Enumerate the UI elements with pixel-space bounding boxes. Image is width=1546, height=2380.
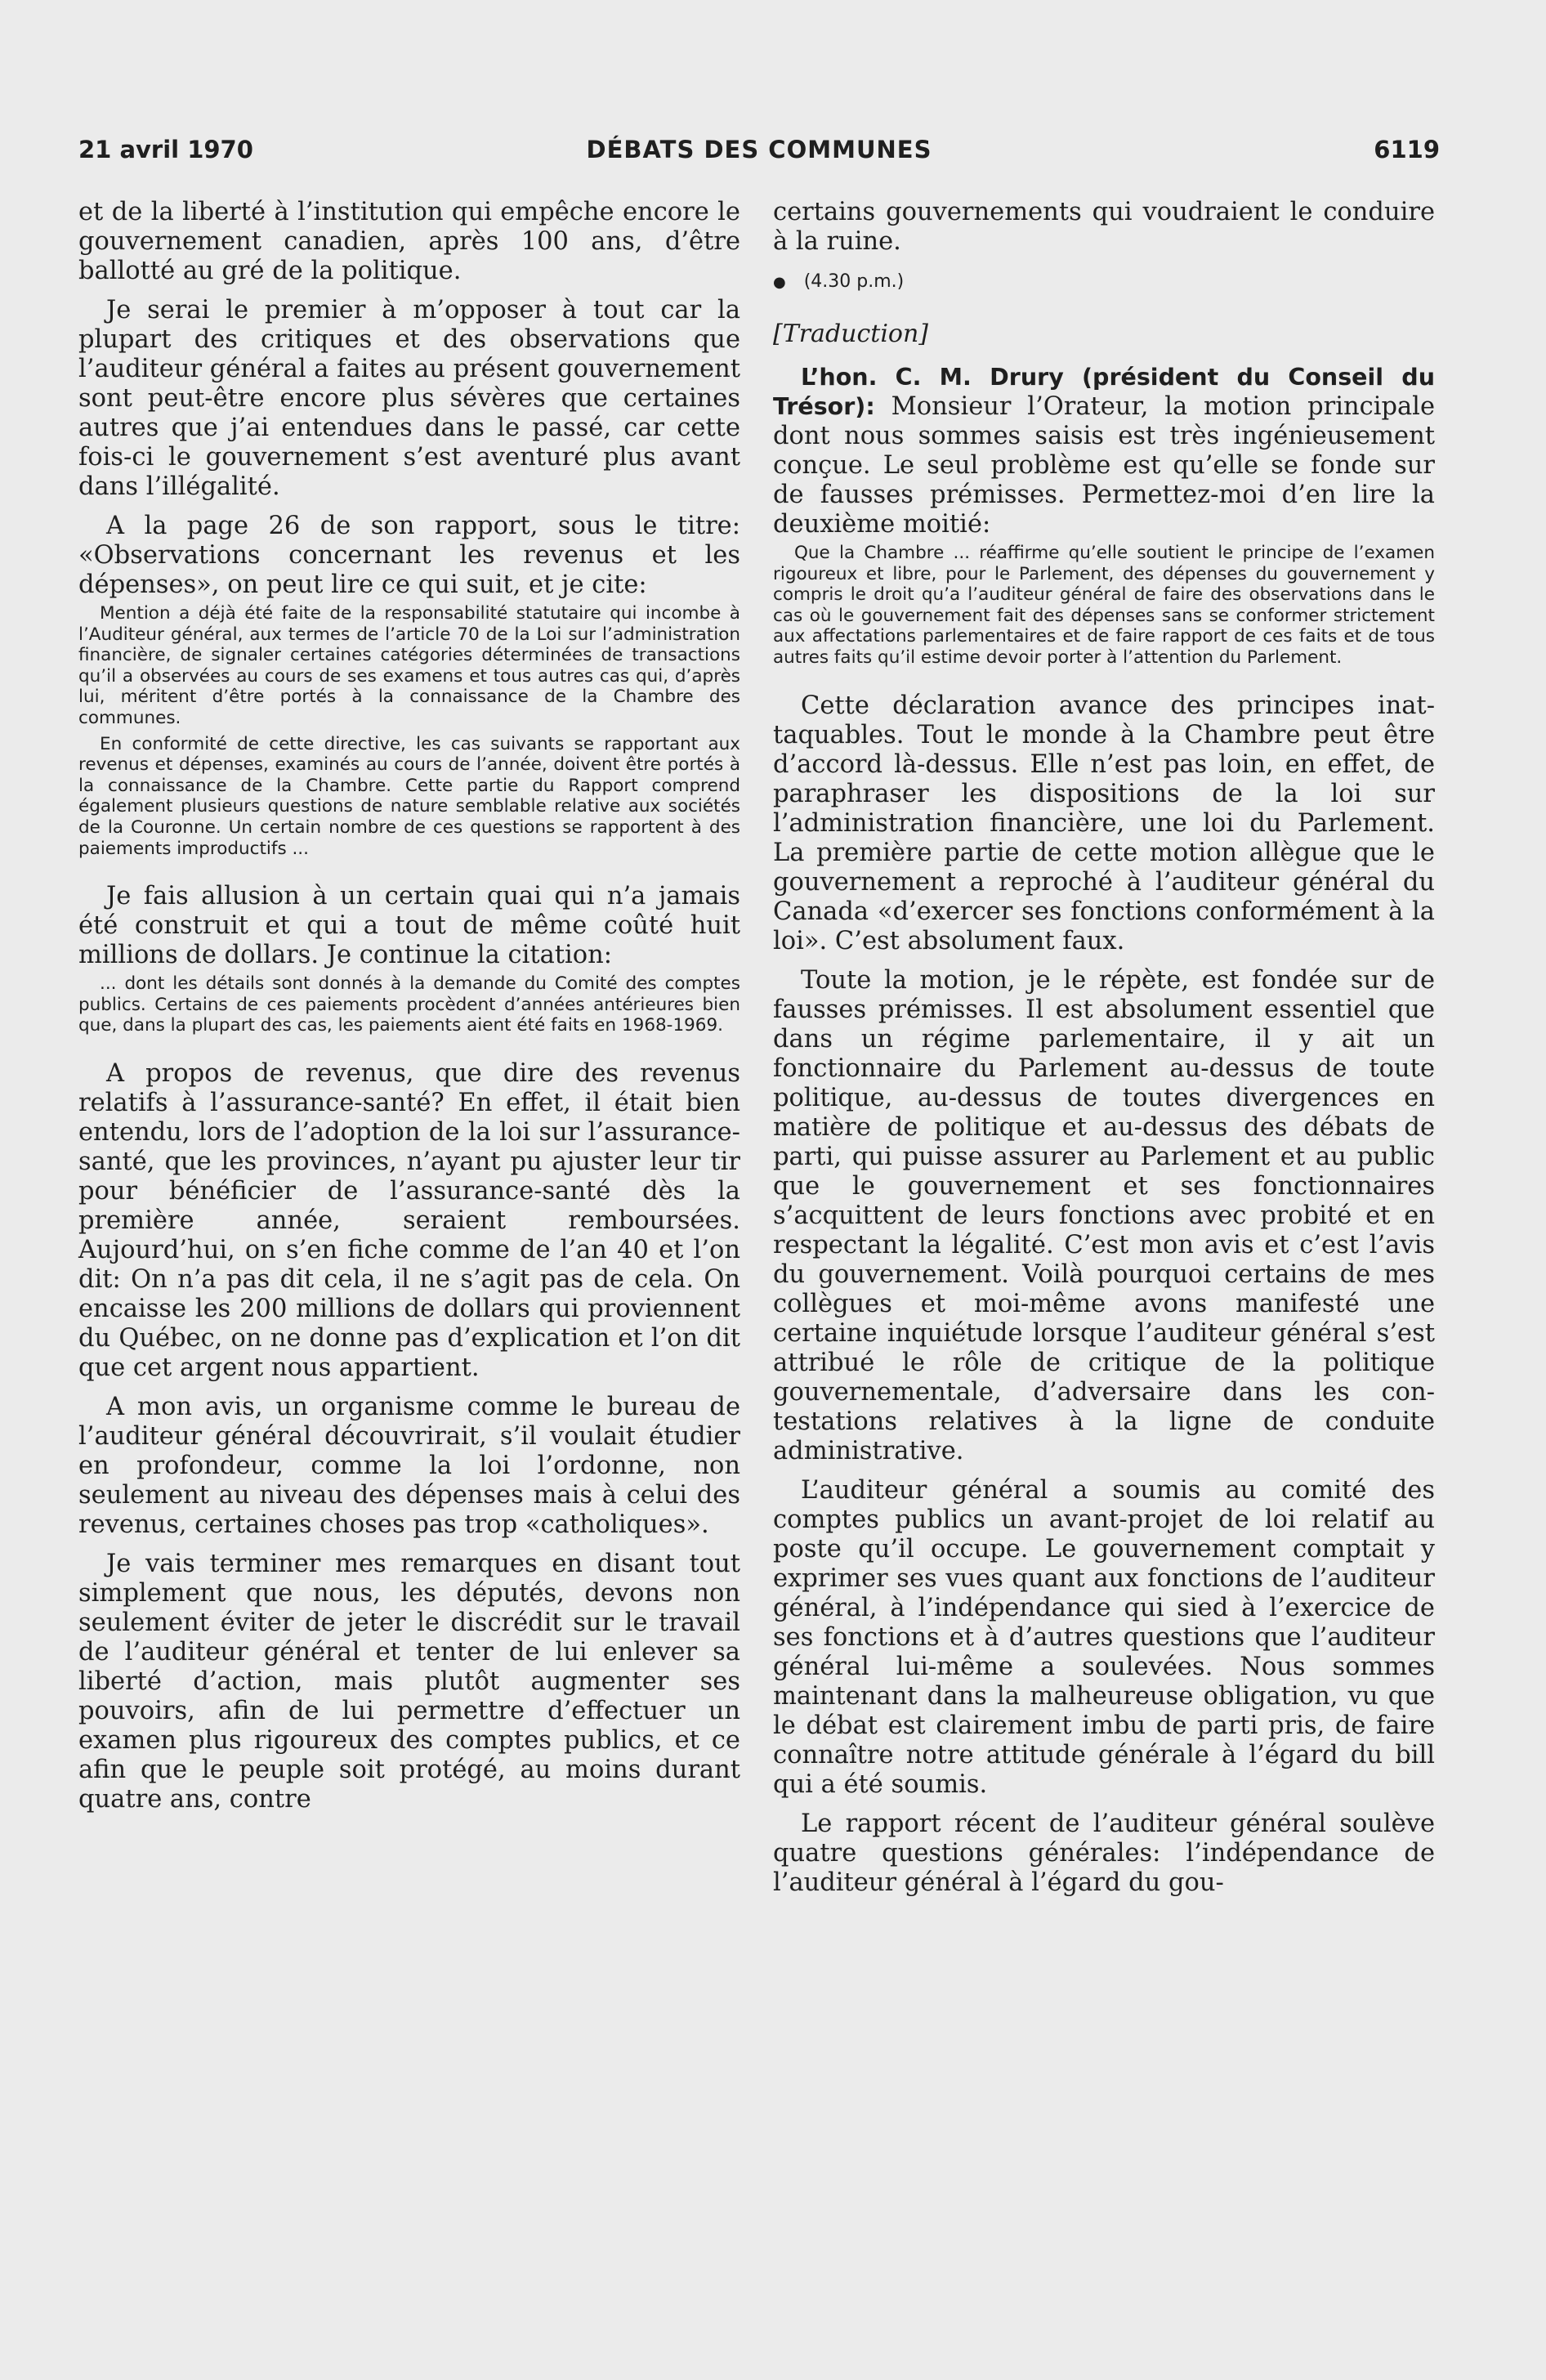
paragraph: Je fais allusion à un certain quai qui n’a jamais été construit et qui a tout de même coûté huit millions de dollars. Je continue la citation:: [78, 882, 740, 970]
paragraph: Cette déclaration avance des principes inattaquables. Tout le monde à la Chambre peut être d’accord là-dessus. Elle n’est pas loin, en effet, de paraphraser les dispositions de la loi sur l’administration financière, une loi du Parlement. La première partie de cette motion allègue que le gouvernement a reproché à l’auditeur général du Canada «d’exercer ses fonctions conformément à la loi». C’est absolument faux.: [773, 691, 1435, 955]
paragraph: L’auditeur général a soumis au comité des comptes publics un avant-projet de loi relatif au poste qu’il occupe. Le gouvernement comptait y exprimer ses vues quant aux fonctions de l’auditeur général, à l’indépendance qui sied à l’exercice de ses fonctions et à d’autres questions que l’auditeur général lui-même a soulevées. Nous sommes maintenant dans la malheureuse obligation, vu que le débat est clairement imbu de parti pris, de faire connaître notre attitude générale à l’égard du bill qui a été soumis.: [773, 1475, 1435, 1799]
paragraph: A la page 26 de son rapport, sous le titre: «Observations concernant les revenus et les dépenses», on peut lire ce qui suit, et je cite:: [78, 512, 740, 599]
speech-text: Monsieur l’Orateur, la motion principale dont nous sommes saisis est très ingénieusement conçue. Le seul problème est qu’elle se fonde sur de fausses prémisses. Permettez-moi d’en lire la deuxième moitié:: [773, 392, 1435, 539]
paragraph: Toute la motion, je le répète, est fondée sur de fausses prémisses. Il est absolument essentiel que dans un régime parlementaire, il y ait un fonctionnaire du Parlement au-dessus de toute politique, au-dessus de toutes divergences en matière de politique et au-dessus des débats de parti, qui puisse assurer au Parlement et au public que le gouvernement et ses fonctionnaires s’acquittent de leurs fonctions avec probité et en respectant la légalité. C’est mon avis et c’est l’avis du gouvernement. Voilà pourquoi certains de mes collègues et moi-même avons manifesté une certaine inquiétude lorsque l’auditeur général s’est attribué le rôle de critique de la politique gouvernementale, d’adversaire dans les contestations relatives à la ligne de conduite administrative.: [773, 965, 1435, 1465]
header-date: 21 avril 1970: [78, 136, 253, 163]
paragraph: Je serai le premier à m’opposer à tout car la plupart des critiques et des observations que l’auditeur général a faites au présent gouvernement sont peut-être encore plus sévères que certaines autres que j’ai entendues dans le passé, car cette fois-ci le gouvernement s’est aventuré plus avant dans l’illégalité.: [78, 296, 740, 501]
paragraph: et de la liberté à l’institution qui empêche encore le gouvernement canadien, après 100 ans, d’être ballotté au gré de la politique.: [78, 198, 740, 285]
speaker-name: L’hon. C. M. Drury (président du Conseil du Trésor):: [773, 364, 1435, 420]
paragraph: certains gouvernements qui voudraient le conduire à la ruine.: [773, 198, 1435, 256]
right-column: [773, 198, 1435, 1908]
paragraph: Le rapport récent de l’auditeur général soulève quatre questions générales: l’indépendance de l’auditeur général à l’égard du gou-: [773, 1809, 1435, 1897]
paragraph: Je vais terminer mes remarques en disant tout simplement que nous, les députés, devons non seulement éviter de jeter le discrédit sur le travail de l’auditeur général et tenter de lui enlever sa liberté d’action, mais plutôt augmenter ses pouvoirs, afin de lui permettre d’effectuer un examen plus rigoureux des comptes publics, et ce afin que le peuple soit protégé, au moins durant quatre ans, contre: [78, 1549, 740, 1814]
quote-paragraph: En conformité de cette directive, les cas suivants se rapportant aux revenus et dépenses, examinés au cours de l’année, doivent être portés à la connaissance de la Chambre. Cette partie du Rapport comprend également plusieurs questions de nature semblable relative aux sociétés de la Couronne. Un certain nombre de ces questions se rapportent à des paiements improductifs ...: [78, 733, 740, 859]
time-mark: (4.30 p.m.): [803, 271, 905, 292]
quote-paragraph: Que la Chambre ... réaffirme qu’elle soutient le principe de l’examen rigoureux et libre, pour le Parlement, des dépenses du gouvernement y compris le droit qu’a l’auditeur général de faire des observations dans le cas où le gouvernement fait des dépenses sans se conformer strictement aux affectations parlementaires et de faire rapport de ces faits et de tous autres faits qu’il estime devoir porter à l’attention du Parlement.: [773, 543, 1435, 668]
speech-paragraph: [773, 363, 1435, 539]
time-marker: [773, 271, 1435, 292]
page-header: [78, 136, 1440, 172]
quotation: [78, 973, 740, 1036]
bullet-icon: ●: [773, 274, 786, 291]
quote-paragraph: ... dont les détails sont donnés à la demande du Comité des comptes publics. Certains de ces paiements procèdent d’années antérieures bien que, dans la plupart des cas, les paiements aient été faits en 1968-1969.: [78, 973, 740, 1036]
left-column: [78, 198, 740, 1824]
translation-tag: [Traduction]: [773, 320, 929, 348]
paragraph: A propos de revenus, que dire des revenus relatifs à l’assurance-santé? En effet, il était bien entendu, lors de l’adoption de la loi sur l’assurance-santé, que les provinces, n’ayant pu ajuster leur tir pour bénéficier de l’assurance-santé dès la première année, seraient remboursées. Aujourd’hui, on s’en fiche comme de l’an 40 et l’on dit: On n’a pas dit cela, il ne s’agit pas de cela. On encaisse les 200 millions de dollars qui proviennent du Québec, on ne donne pas d’explication et l’on dit que cet argent nous appartient.: [78, 1058, 740, 1382]
quote-paragraph: Mention a déjà été faite de la responsabilité statutaire qui incombe à l’Auditeur général, aux termes de l’article 70 de la Loi sur l’administration financière, de signaler certaines catégories déterminées de transactions qu’il a observées au cours de ses examens et tous autres cas qui, d’après lui, méritent d’être portés à la connaissance de la Chambre des communes.: [78, 603, 740, 728]
quotation: [773, 543, 1435, 669]
header-page-number: 6119: [1374, 136, 1440, 163]
header-title: DÉBATS DES COMMUNES: [586, 136, 932, 163]
quotation: [78, 603, 740, 859]
paragraph: A mon avis, un organisme comme le bureau de l’auditeur général découvrirait, s’il voulait étudier en profondeur, comme la loi l’ordonne, non seulement au niveau des dépenses mais à celui des revenus, certaines choses pas trop «catholiques».: [78, 1392, 740, 1539]
